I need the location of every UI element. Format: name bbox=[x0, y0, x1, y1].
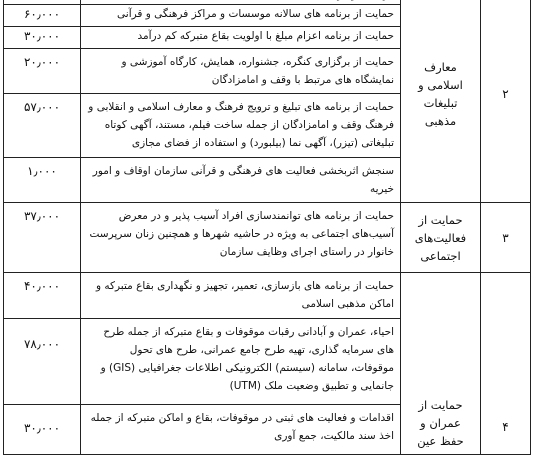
table-row bbox=[4, 273, 531, 319]
description-cell: حمایت از برنامه های تبلیغ و ترویج فرهنگ و معارف اسلامی و انقلابی و فرهنگ وقف و امامزادگان از جمله ساخت فیلم، مستند، آگهی کوتاه تبلیغاتی (تیزر)، آگهی نما (بیلبورد) و استفاده از فضای مجازی bbox=[81, 94, 401, 158]
amount-cell: ۳۰٫۰۰۰ bbox=[4, 405, 81, 455]
row-number-2: ۲ bbox=[481, 0, 531, 203]
category-cell: معارف اسلامی و تبلیغات مذهبی bbox=[401, 0, 481, 203]
description-cell: اقدامات و فعالیت های ثبتی در موقوفات، بقاع و اماکن متبرکه از جمله اخذ سند مالکیت، جمع آوری bbox=[81, 405, 401, 455]
row-number-3: ۳ bbox=[481, 203, 531, 273]
category-cell: حمایت از عمران و حفظ عین bbox=[401, 273, 481, 455]
budget-table bbox=[3, 0, 531, 455]
description-cell: حمایت از برنامه های سالانه موسسات و مراکز فرهنگی و قرآنی bbox=[81, 5, 401, 27]
amount-cell: ۱٫۰۰۰ bbox=[4, 158, 81, 203]
amount-cell: ۷۸٫۰۰۰ bbox=[4, 319, 81, 405]
amount-cell: ۳۰٫۰۰۰ bbox=[4, 27, 81, 49]
amount-cell: ۴۰٫۰۰۰ bbox=[4, 273, 81, 319]
amount-cell: ۵۷٫۰۰۰ bbox=[4, 94, 81, 158]
row-number-4: ۴ bbox=[481, 273, 531, 455]
description-cell: حمایت از برنامه های توانمندسازی افراد آسیب پذیر و در معرض آسیب‌های اجتماعی به ویژه در حاشیه شهرها و همچنین زنان سرپرست خانوار در راستای اجرای وظایف سازمان bbox=[81, 203, 401, 273]
amount-cell: ۶۰٫۰۰۰ bbox=[4, 5, 81, 27]
description-cell: سنجش اثربخشی فعالیت های فرهنگی و قرآنی سازمان اوقاف و امور خیریه bbox=[81, 158, 401, 203]
description-cell: احیاء، عمران و آبادانی رقبات موقوفات و بقاع متبرکه از جمله طرح های سرمایه گذاری، تهیه طرح جامع عمرانی، طرح های تحول موقوفات، سامانه (سیستم) الکترونیکی اطلاعات جغرافیایی (GIS) و جانمایی و تطبیق وضعیت ملک (UTM) bbox=[81, 319, 401, 405]
amount-cell: ۲۰٫۰۰۰ bbox=[4, 49, 81, 94]
amount-cell: ۳۷٫۰۰۰ bbox=[4, 203, 81, 273]
description-cell: حمایت از برنامه های بازسازی، تعمیر، تجهیز و نگهداری بقاع متبرکه و اماکن مذهبی اسلامی bbox=[81, 273, 401, 319]
description-cell: حمایت از برنامه اعزام مبلغ با اولویت بقاع متبرکه کم درآمد bbox=[81, 27, 401, 49]
table-row bbox=[4, 203, 531, 273]
description-cell: حمایت از برگزاری کنگره، جشنواره، همایش، کارگاه آموزشی و نمایشگاه های مرتبط با وقف و امامزادگان bbox=[81, 49, 401, 94]
category-cell: حمایت از فعالیت‌های اجتماعی bbox=[401, 203, 481, 273]
budget-table-body bbox=[4, 0, 531, 455]
